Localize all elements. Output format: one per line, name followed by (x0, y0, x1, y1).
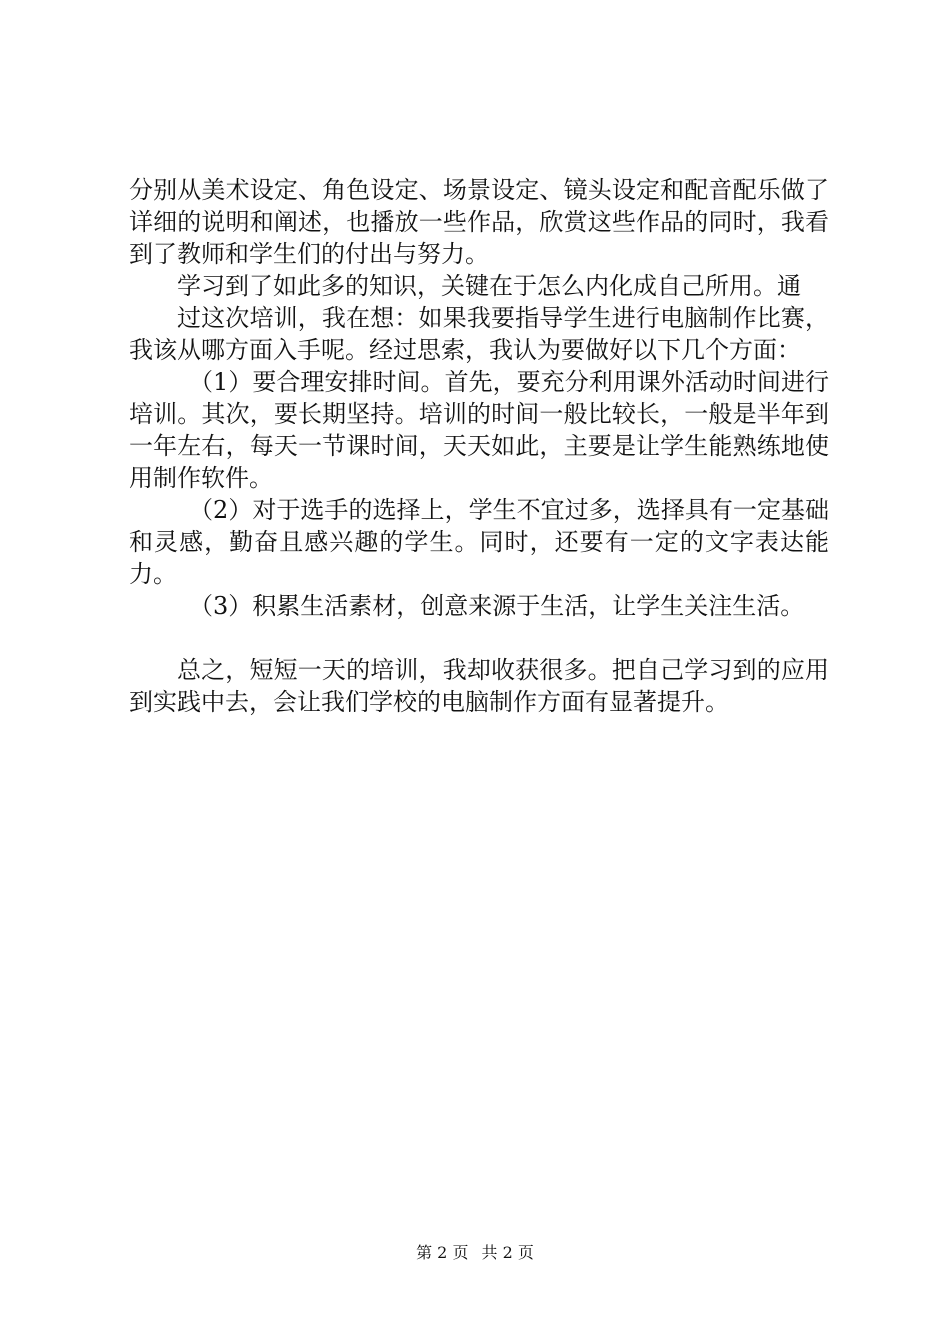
paragraph-spacer (129, 622, 829, 654)
page-footer (0, 1243, 950, 1263)
list-item-1: （1）要合理安排时间。首先，要充分利用课外活动时间进行培训。其次，要长期坚持。培训的时间一般比较长，一般是半年到一年左右，每天一节课时间，天天如此，主要是让学生能熟练地使用制作软件。 (129, 368, 829, 492)
list-item-3: （3）积累生活素材，创意来源于生活，让学生关注生活。 (189, 592, 805, 620)
list-item-2: （2）对于选手的选择上，学生不宜过多，选择具有一定基础和灵感，勤奋且感兴趣的学生。同时，还要有一定的文字表达能力。 (129, 496, 829, 588)
paragraph-learning: 学习到了如此多的知识，关键在于怎么内化成自己所用。通 (177, 272, 801, 300)
page-total: 共 2 页 (481, 1243, 534, 1262)
document-body (129, 174, 829, 718)
paragraph-conclusion: 总之，短短一天的培训，我却收获很多。把自己学习到的应用到实践中去，会让我们学校的电脑制作方面有显著提升。 (129, 656, 829, 716)
paragraph-continuation: 分别从美术设定、角色设定、场景设定、镜头设定和配音配乐做了详细的说明和阐述，也播放一些作品，欣赏这些作品的同时，我看到了教师和学生们的付出与努力。 (129, 176, 829, 268)
paragraph-reflection: 过这次培训，我在想：如果我要指导学生进行电脑制作比赛，我该从哪方面入手呢。经过思索，我认为要做好以下几个方面： (129, 304, 829, 364)
page-number: 第 2 页 (416, 1243, 469, 1262)
